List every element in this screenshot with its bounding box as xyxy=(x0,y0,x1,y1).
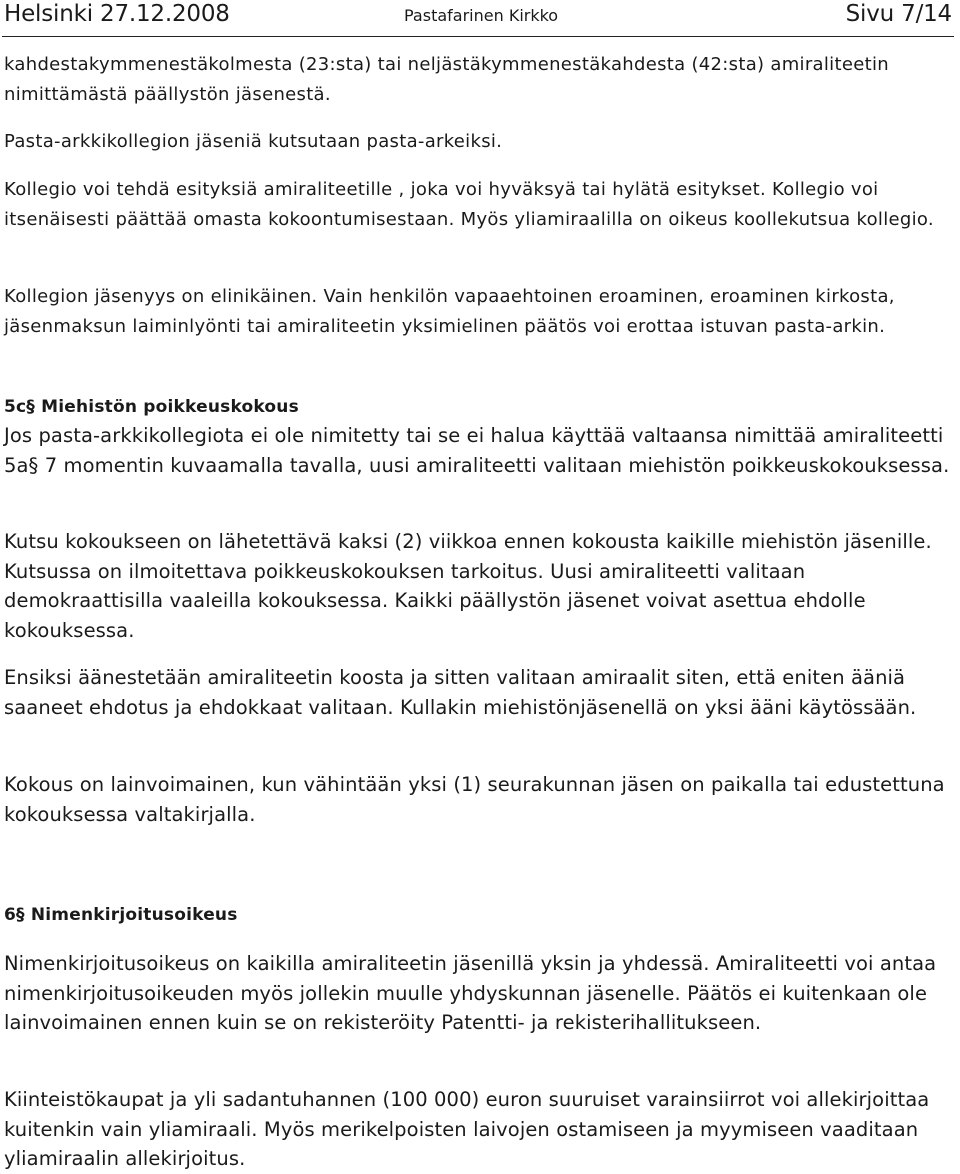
paragraph-5c-4: Kokous on lainvoimainen, kun vähintään yksi (1) seurakunnan jäsen on paikalla tai edustettuna kokouksessa valtakirjalla. xyxy=(4,773,945,826)
paragraph-jasenyys: Kollegion jäsenyys on elinikäinen. Vain henkilön vapaaehtoinen eroaminen, eroaminen kirkosta, jäsenmaksun laiminlyönti tai amiraliteetin yksimielinen päätös voi erottaa istuvan pasta-arkin. xyxy=(4,286,895,337)
paragraph-5c-1: Jos pasta-arkkikollegiota ei ole nimitetty tai se ei halua käyttää valtaansa nimittää amiraliteetti 5a§ 7 momentin kuvaamalla tavalla, uusi amiraliteetti valitaan miehistön poikkeuskokouksessa. xyxy=(4,424,950,477)
header-place-date: Helsinki 27.12.2008 xyxy=(4,1,230,27)
header-page-number: Sivu 7/14 xyxy=(845,1,952,27)
page-header xyxy=(2,0,954,37)
paragraph-5c-3: Ensiksi äänestetään amiraliteetin koosta ja sitten valitaan amiraalit siten, että eniten ääniä saaneet ehdotus ja ehdokkaat valitaan. Kullakin miehistönjäsenellä on yksi ääni käytössään. xyxy=(4,666,917,719)
paragraph-6-1: Nimenkirjoitusoikeus on kaikilla amiraliteetin jäsenillä yksin ja yhdessä. Amiraliteetti voi antaa nimenkirjoitusoikeuden myös jollekin muulle yhdyskunnan jäsenelle. Päätös ei kuitenkaan ole lainvoimainen ennen kuin se on rekisteröity Patentti- ja rekisterihallitukseen. xyxy=(4,952,937,1034)
paragraph-5c-2: Kutsu kokoukseen on lähetettävä kaksi (2) viikkoa ennen kokousta kaikille miehistön jäsenille. Kutsussa on ilmoitettava poikkeuskokouksen tarkoitus. Uusi amiraliteetti valitaan demokraattisilla vaaleilla kokouksessa. Kaikki päällystön jäsenet voivat asettua ehdolle kokouksessa. xyxy=(4,530,932,642)
section-heading-5c: 5c§ Miehistön poikkeuskokous xyxy=(4,397,299,417)
header-organization: Pastafarinen Kirkko xyxy=(404,6,559,25)
paragraph-intro-continued: kahdestakymmenestäkolmesta (23:sta) tai neljästäkymmenestäkahdesta (42:sta) amiraliteetin nimittämästä päällystön jäsenestä. xyxy=(4,54,889,105)
paragraph-6-2: Kiinteistökaupat ja yli sadantuhannen (100 000) euron suuruiset varainsiirrot voi allekirjoittaa kuitenkin vain yliamiraali. Myös merikelpoisten laivojen ostamiseen ja myymiseen vaaditaan yliamiraalin allekirjoitus. xyxy=(4,1088,930,1170)
paragraph-pasta-arkit: Pasta-arkkikollegion jäseniä kutsutaan pasta-arkeiksi. xyxy=(4,131,503,152)
paragraph-kollegio-esitykset: Kollegio voi tehdä esityksiä amiraliteetille , joka voi hyväksyä tai hylätä esitykset. Kollegio voi itsenäisesti päättää omasta kokoontumisestaan. Myös yliamiraalilla on oikeus koollekutsua kollegio. xyxy=(4,179,934,230)
section-heading-6: 6§ Nimenkirjoitusoikeus xyxy=(4,905,238,925)
